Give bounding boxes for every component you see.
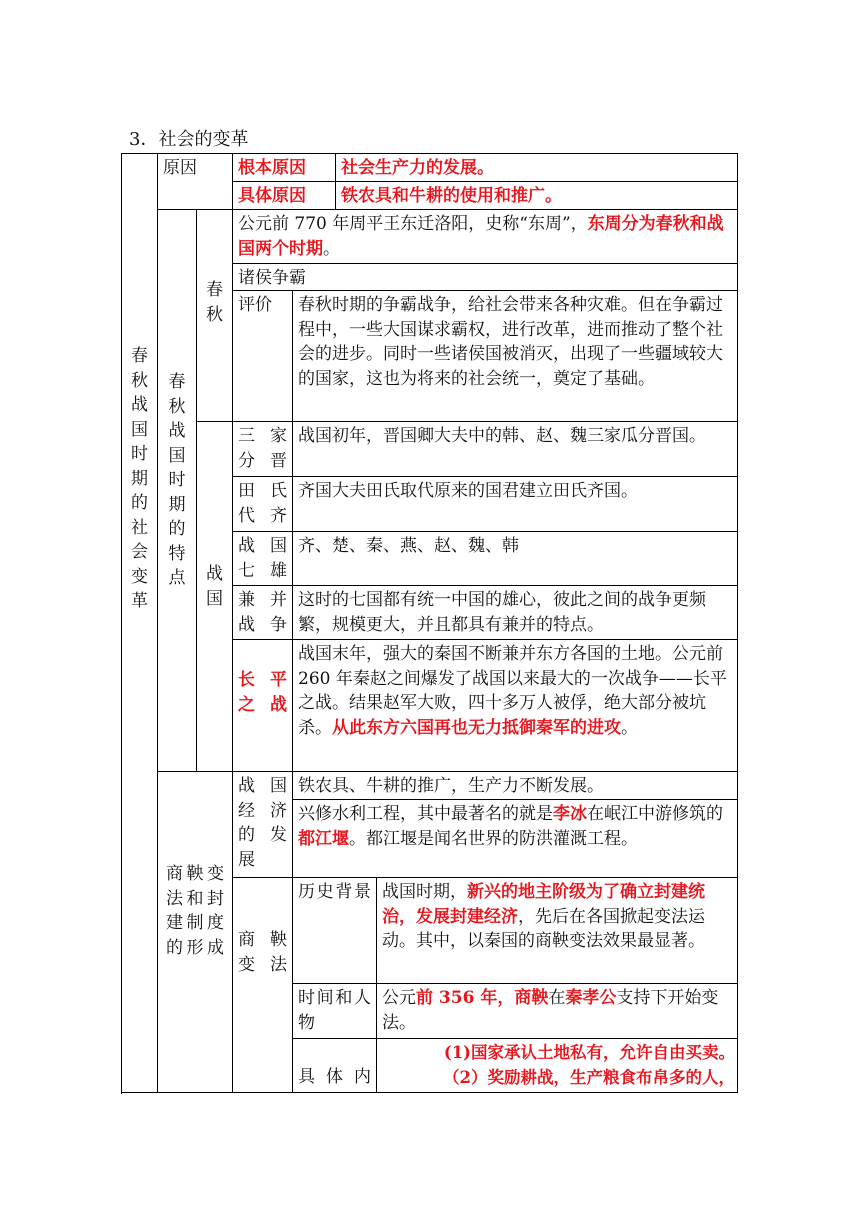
zhanguo-label: 战国 <box>206 564 223 609</box>
sanjia-label: 三家分晋 <box>233 422 293 477</box>
chunqiu-hegemony: 诸侯争霸 <box>233 264 738 291</box>
features-label-cell <box>158 210 197 772</box>
changping-text: 战国末年，强大的秦国不断兼并东方各国的土地。公元前 260 年秦赵之间爆发了战国以来最大的一次战争——长平之战。结果赵军大败，四十多万人被俘，绝大部分被坑杀。从此东方六国再也无力抵御秦军的进攻。 <box>293 640 738 772</box>
chunqiu-eval-label: 评价 <box>233 291 293 422</box>
content-item-1: (1)国家承认土地私有，允许自由买卖。 <box>443 1043 735 1062</box>
qixiong-label: 战国七雄 <box>233 532 293 586</box>
root-cause-label: 根本原因 <box>233 154 336 182</box>
content-text <box>377 1039 738 1093</box>
economy-line1: 铁农具、牛耕的推广，生产力不断发展。 <box>293 772 738 800</box>
background-label: 历史背景 <box>293 878 377 984</box>
specific-cause-text: 铁农具和牛耕的使用和推广。 <box>336 182 738 210</box>
shangyang-label: 商鞅变法和封建制度的形成 <box>166 864 224 958</box>
jianbing-text: 这时的七国都有统一中国的雄心，彼此之间的战争更频繁，规模更大，并且都具有兼并的特点。 <box>293 586 738 640</box>
changping-label: 长平之战 <box>233 640 293 772</box>
chunqiu-label-cell <box>197 210 233 422</box>
economy-line2: 兴修水利工程，其中最著名的就是李冰在岷江中游修筑的都江堰。都江堰是闻名世界的防洪灌溉工程。 <box>293 800 738 878</box>
specific-cause-label: 具体原因 <box>233 182 336 210</box>
chunqiu-label: 春秋 <box>206 280 223 325</box>
tian-text: 齐国大夫田氏取代原来的国君建立田氏齐国。 <box>293 477 738 532</box>
chunqiu-eval-text: 春秋时期的争霸战争，给社会带来各种灾难。但在争霸过程中，一些大国谋求霸权，进行改革，进而推动了整个社会的进步。同时一些诸侯国被消灭，出现了一些疆域较大的国家，这也为将来的社会统一，奠定了基础。 <box>293 291 738 422</box>
features-label: 春秋战国时期的特点 <box>168 372 186 588</box>
section-heading: 3．社会的变革 <box>129 129 249 150</box>
content-label: 具体内 <box>293 1039 377 1093</box>
economy-label: 战国经济的发展 <box>233 772 293 878</box>
qixiong-text: 齐、楚、秦、燕、赵、魏、韩 <box>293 532 738 586</box>
reform-table <box>121 153 738 1094</box>
causes-label: 原因 <box>163 158 197 178</box>
background-text: 战国时期，新兴的地主阶级为了确立封建统治，发展封建经济，先后在各国掀起变法运动。其中，以秦国的商鞅变法效果最显著。 <box>377 878 738 984</box>
content-item-2: （2）奖励耕战，生产粮食布帛多的人， <box>443 1067 735 1087</box>
chunqiu-intro: 公元前 770 年周平王东迁洛阳，史称“东周”，东周分为春秋和战国两个时期。 <box>233 210 738 264</box>
time-text: 公元前 356 年，商鞅在秦孝公支持下开始变法。 <box>377 984 738 1039</box>
reform-label: 商鞅变法 <box>238 930 287 975</box>
jianbing-label: 兼并战争 <box>233 586 293 640</box>
reform-label-cell <box>233 878 293 1093</box>
zhanguo-label-cell <box>197 422 233 772</box>
time-label: 时间和人物 <box>293 984 377 1039</box>
outer-label-cell <box>122 154 158 1093</box>
sanjia-text: 战国初年，晋国卿大夫中的韩、赵、魏三家瓜分晋国。 <box>293 422 738 477</box>
root-cause-text: 社会生产力的发展。 <box>336 154 738 182</box>
causes-label-cell <box>158 154 233 210</box>
shangyang-label-cell <box>158 772 233 1093</box>
tian-label: 田氏代齐 <box>233 477 293 532</box>
outer-label: 春秋战国时期的社会变革 <box>131 346 148 611</box>
